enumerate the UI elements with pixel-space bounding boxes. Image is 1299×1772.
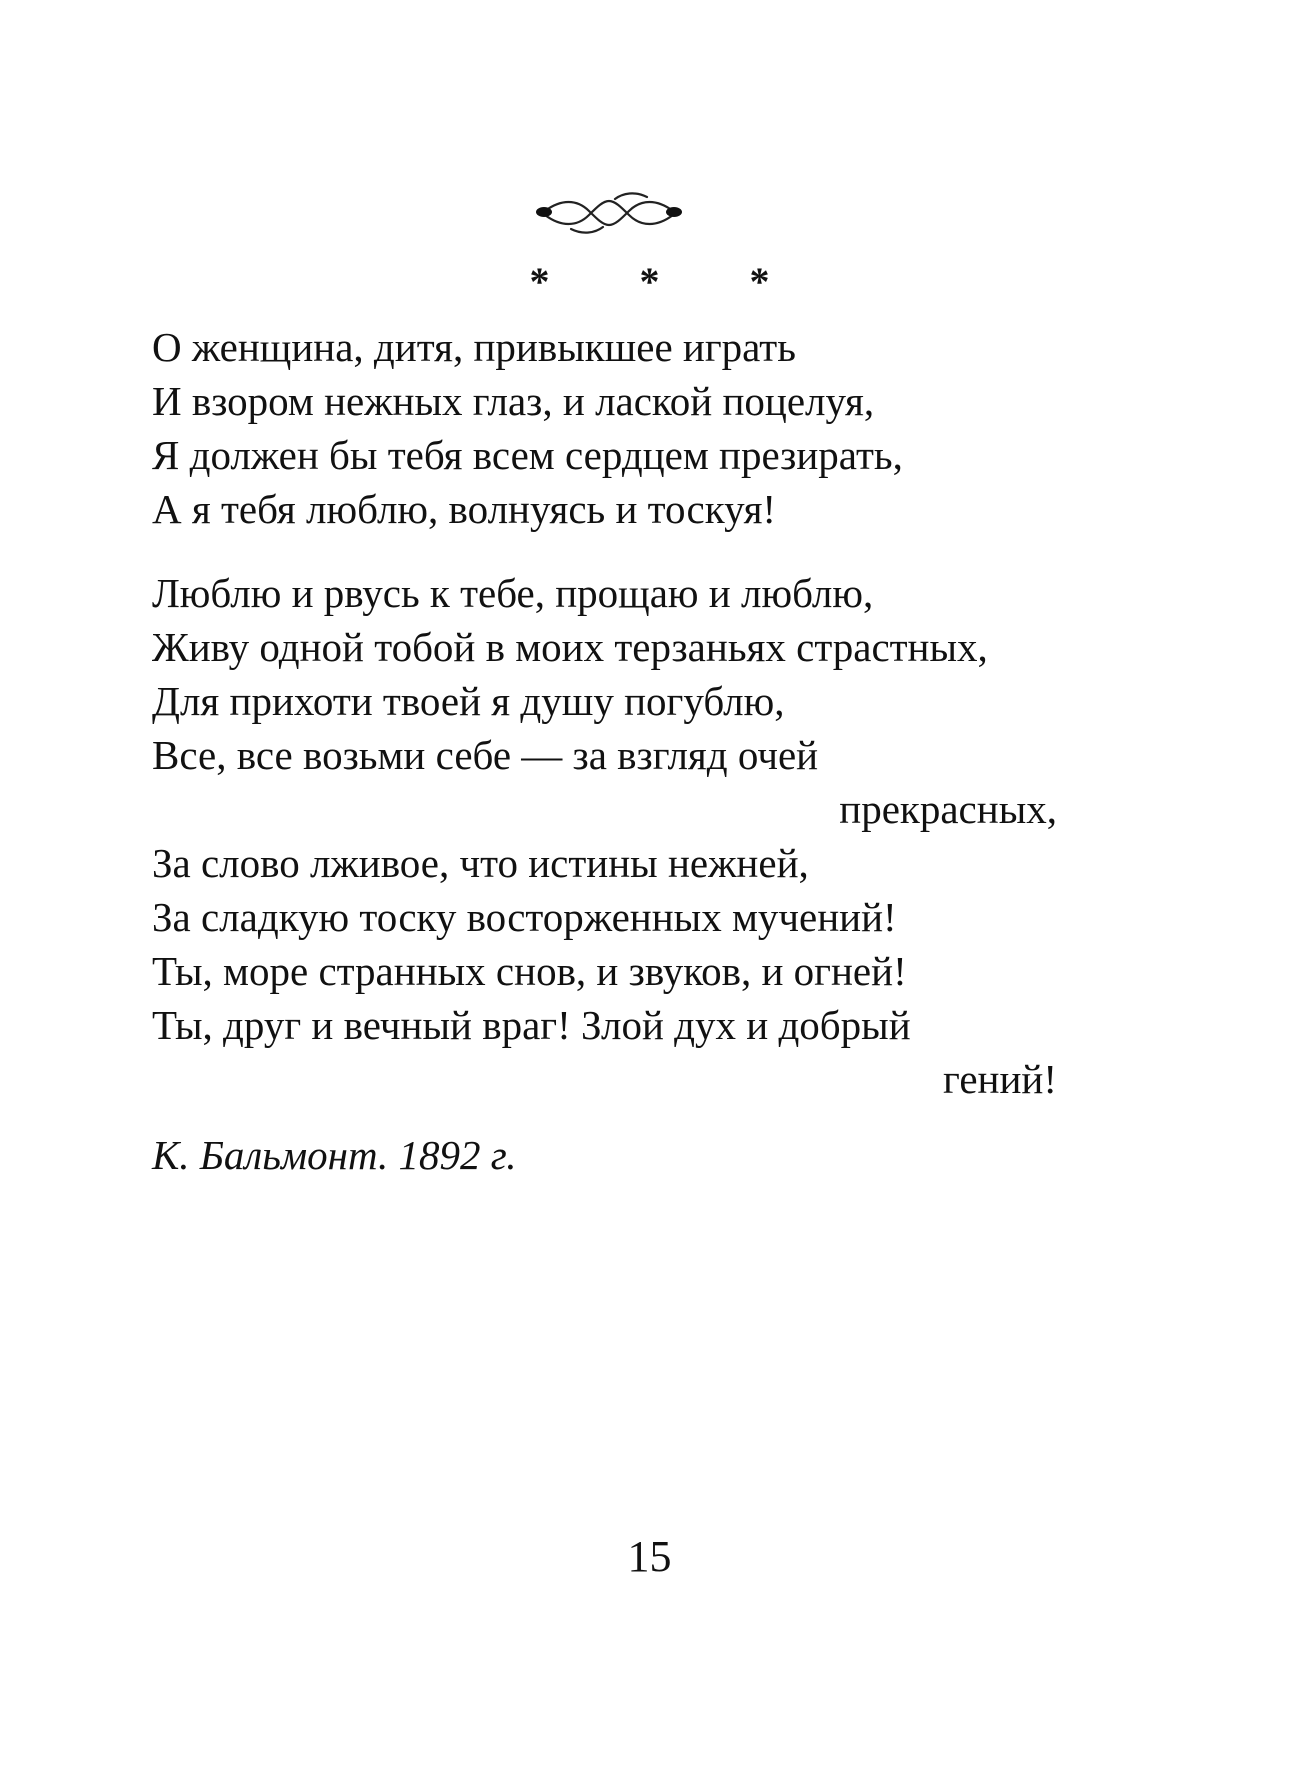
- poem-line-continuation: прекрасных,: [839, 786, 1057, 832]
- stanza-1: [152, 320, 1057, 536]
- poem: [152, 320, 1057, 1136]
- stanza-2: [152, 566, 1057, 1106]
- poem-line: Я должен бы тебя всем сердцем презирать,: [152, 432, 903, 478]
- author-signature: К. Бальмонт. 1892 г.: [152, 1132, 517, 1178]
- poem-line: Люблю и рвусь к тебе, прощаю и люблю,: [152, 570, 874, 616]
- poem-line: А я тебя люблю, волнуясь и тоскуя!: [152, 486, 777, 532]
- poem-line: Ты, друг и вечный враг! Злой дух и добрый: [152, 1002, 911, 1048]
- poem-line: Ты, море странных снов, и звуков, и огней!: [152, 948, 907, 994]
- decorative-vine-ornament-icon: [531, 185, 687, 241]
- poem-line: И взором нежных глаз, и лаской поцелуя,: [152, 378, 875, 424]
- poem-line: За сладкую тоску восторженных мучений!: [152, 894, 897, 940]
- poem-line: За слово лживое, что истины нежней,: [152, 840, 809, 886]
- poem-line-continuation: гений!: [943, 1056, 1057, 1102]
- section-asterisks: * * *: [529, 259, 810, 304]
- poem-line: О женщина, дитя, привыкшее играть: [152, 324, 796, 370]
- poem-line: Все, все возьми себе — за взгляд очей: [152, 732, 819, 778]
- poem-line: Для прихоти твоей я душу погублю,: [152, 678, 785, 724]
- page-number: 15: [627, 1532, 672, 1581]
- poem-line: Живу одной тобой в моих терзаньях страстных,: [152, 624, 988, 670]
